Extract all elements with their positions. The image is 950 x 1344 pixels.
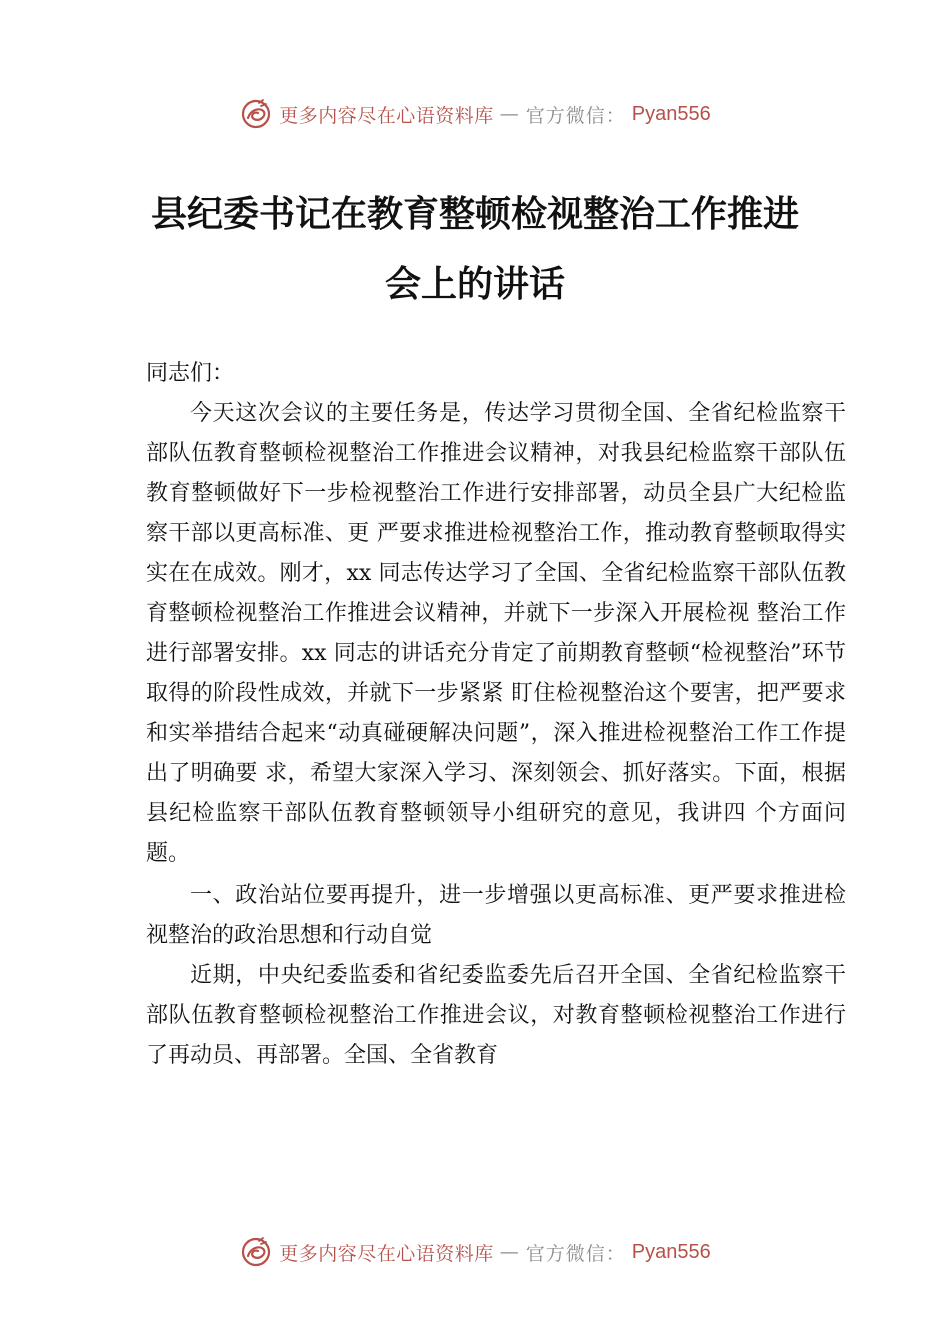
promo-text: 更多内容尽在心语资料库 bbox=[279, 104, 494, 127]
salutation: 同志们： bbox=[146, 361, 235, 386]
wechat-label: 官方微信： bbox=[525, 104, 626, 127]
header-banner bbox=[0, 94, 950, 134]
paragraph-intro: 今天这次会议的主要任务是，传达学习贯彻全国、全省纪检监察干部队伍教育整顿检视整治工作推进会议精神，对我县纪检监察干部队伍教育整顿做好下一步检视整治工作进行安排部署，动员全县广大纪检监察干部以更高标准、更 严要求推进检视整治工作，推动教育整顿取得实实在在成效。刚才，xx 同志传达学习了全国、全省纪检监察干部队伍教育整顿检视整治工作推进会议精神，并就下一步深入开展检视 整治工作进行部署安排。xx 同志的讲话充分肯定了前期教育整顿“检视整治”环节取得的阶段性成效，并就下一步紧紧 盯住检视整治这个要害，把严要求和实举措结合起来“动真碰硬解决问题”，深入推进检视整治工作工作提出了明确要 求，希望大家深入学习、深刻领会、抓好落实。下面，根据 县纪检监察干部队伍教育整顿领导小组研究的意见，我讲四 个方面问题。 bbox=[146, 401, 846, 866]
swirl-logo-icon bbox=[239, 1235, 273, 1269]
wechat-id: Pyan556 bbox=[631, 1240, 711, 1263]
footer-banner bbox=[0, 1232, 950, 1272]
document-body bbox=[146, 354, 846, 1076]
promo-text: 更多内容尽在心语资料库 bbox=[279, 1242, 494, 1265]
wechat-id: Pyan556 bbox=[631, 102, 711, 125]
document-title-line2: 会上的讲话 bbox=[384, 263, 565, 305]
banner-separator: — bbox=[499, 1241, 520, 1263]
banner-separator: — bbox=[499, 103, 520, 125]
section-heading-1: 一、政治站位要再提升，进一步增强以更高标准、更严要求推进检视整治的政治思想和行动自觉 bbox=[146, 883, 846, 948]
paragraph-section1: 近期，中央纪委监委和省纪委监委先后召开全国、全省纪检监察干部队伍教育整顿检视整治工作推进会议，对教育整顿检视整治工作进行了再动员、再部署。全国、全省教育 bbox=[146, 963, 846, 1068]
wechat-label: 官方微信： bbox=[525, 1242, 626, 1265]
swirl-logo-icon bbox=[239, 97, 273, 131]
document-title-line1: 县纪委书记在教育整顿检视整治工作推进 bbox=[150, 193, 799, 235]
